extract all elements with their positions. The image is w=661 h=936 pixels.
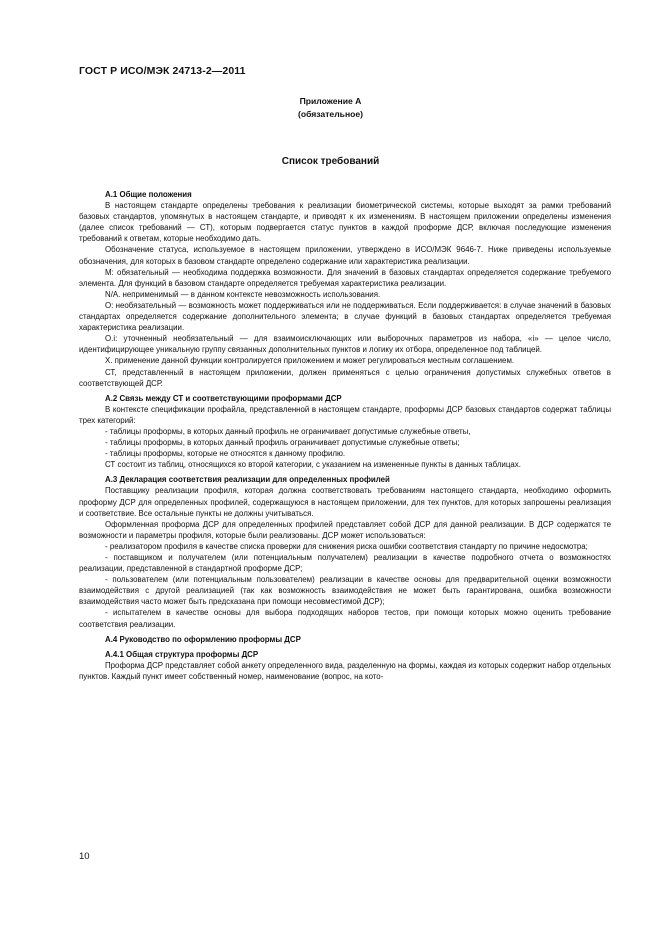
paragraph: Проформа ДСР представляет собой анкету определенного вида, разделенную на формы, каждая из которых содержит набор отдельных пунктов. Каждый пункт имеет собственный номер, наименование (вопрос, на кото- [79,660,611,681]
paragraph: СТ состоит из таблиц, относящихся ко второй категории, с указанием на измененные пункты в данных таблицах. [105,460,521,470]
list-item: - испытателем в качестве основы для выбора подходящих наборов тестов, при помощи которых можно оценить требование соответствия реализации. [79,608,611,629]
paragraph: СТ, представленный в настоящем приложении, должен применяться с целью ограничения допустимых служебных ответов в соответствующей ДСР. [79,367,611,388]
annex-status: (обязательное) [297,109,364,119]
paragraph: Оформленная проформа ДСР для определенных профилей представляет собой ДСР для данной реализации. В ДСР содержатся те возможности и параметры профиля, которые были реализованы. ДСР может использоваться: [79,519,611,540]
section-heading-a3: А.3 Декларация соответствия реализации для определенных профилей [105,475,390,485]
list-item: - таблицы проформы, в которых данный профиль ограничивает допустимые служебные ответы; [105,438,460,448]
paragraph: О: необязательный — возможность может поддерживаться или не поддерживаться. Если поддерживается: в случае значений в базовых стандартах определяется содержание дополнительного элемента; в случае функций в базовых стандартах определяется требуемая характеристика реализации. [79,300,611,333]
section-heading-a2: А.2 Связь между СТ и соответствующими проформами ДСР [105,393,342,403]
page-number: 10 [79,851,90,862]
annex-label: Приложение А [299,96,362,106]
section-heading-a4-1: А.4.1 Общая структура проформы ДСР [105,649,259,659]
list-item: - реализатором профиля в качестве списка проверки для снижения риска ошибки соответствия стандарту по причине недосмотра; [105,541,588,551]
list-item: - таблицы проформы, в которых данный профиль не ограничивает допустимые служебные ответы, [105,426,471,436]
list-item: - пользователем (или потенциальным пользователем) реализации в качестве основы для предварительной оценки возможности взаимодействия с другой реализацией (так как возможность взаимодействия не может быть гарантирована, ошибка возможности взаимодействия часто может быть предсказана при помощи несовместимой ДСР); [79,575,611,607]
list-item: - таблицы проформы, которые не относятся к данному профилю. [105,449,346,459]
document-code-header: ГОСТ Р ИСО/МЭК 24713-2—2011 [79,65,246,77]
paragraph: X. применение данной функции контролируется приложением и может регулироваться местным соглашением. [105,356,515,366]
paragraph: Поставщику реализации профиля, которая должна соответствовать требованиям настоящего стандарта, необходимо оформить проформу ДСР для определенных профилей, содержащуюся в настоящем приложении, для тех пунктов, для которых запрошены реализация и соответствие. Все остальные пункты не должны учитываться. [79,486,611,518]
section-heading-a1: А.1 Общие положения [105,190,192,199]
paragraph: О.i: уточненный необязательный — для взаимоисключающих или выборочных параметров из набора, «i» — целое число, идентифицирующее уникальную группу связанных дополнительных пунктов и логику их отбора, определенное под таблицей. [79,334,611,355]
page-title: Список требований [281,156,380,167]
paragraph: N/A. неприменимый — в данном контексте невозможность использования. [105,289,381,299]
paragraph: M: обязательный — необходима поддержка возможности. Для значений в базовых стандартах определяется содержание требуемого элемента. Для функций в базовом стандарте определяется требуемая характеристика реализации. [79,267,611,288]
section-heading-a4: А.4 Руководство по оформлению проформы ДСР [105,634,301,644]
paragraph: Обозначение статуса, используемое в настоящем приложении, утверждено в ИСО/МЭК 9646-7. Ниже приведены используемые обозначения, для которых в базовом стандарте определено содержание или характеристика реализации. [79,245,611,266]
list-item: - поставщиком и получателем (или потенциальным получателем) реализации в качестве подробного отчета о возможностях реализации, представленной в стандартной проформе ДСР; [79,553,611,574]
document-body [79,189,611,682]
paragraph: В настоящем стандарте определены требования к реализации биометрической системы, которые выходят за рамки требований базовых стандартов, упомянутых в настоящем стандарте, и приводят к их изменениям. В настоящем приложении определены изменения (далее список требований — СТ), которым подвергается статус пунктов в каждой проформе ДСР, включая последующие изменения требований к ответам, которые необходимо дать. [79,201,611,244]
paragraph: В контексте спецификации профайла, представленной в настоящем стандарте, проформы ДСР базовых стандартов содержат таблицы трех категорий: [79,404,611,425]
